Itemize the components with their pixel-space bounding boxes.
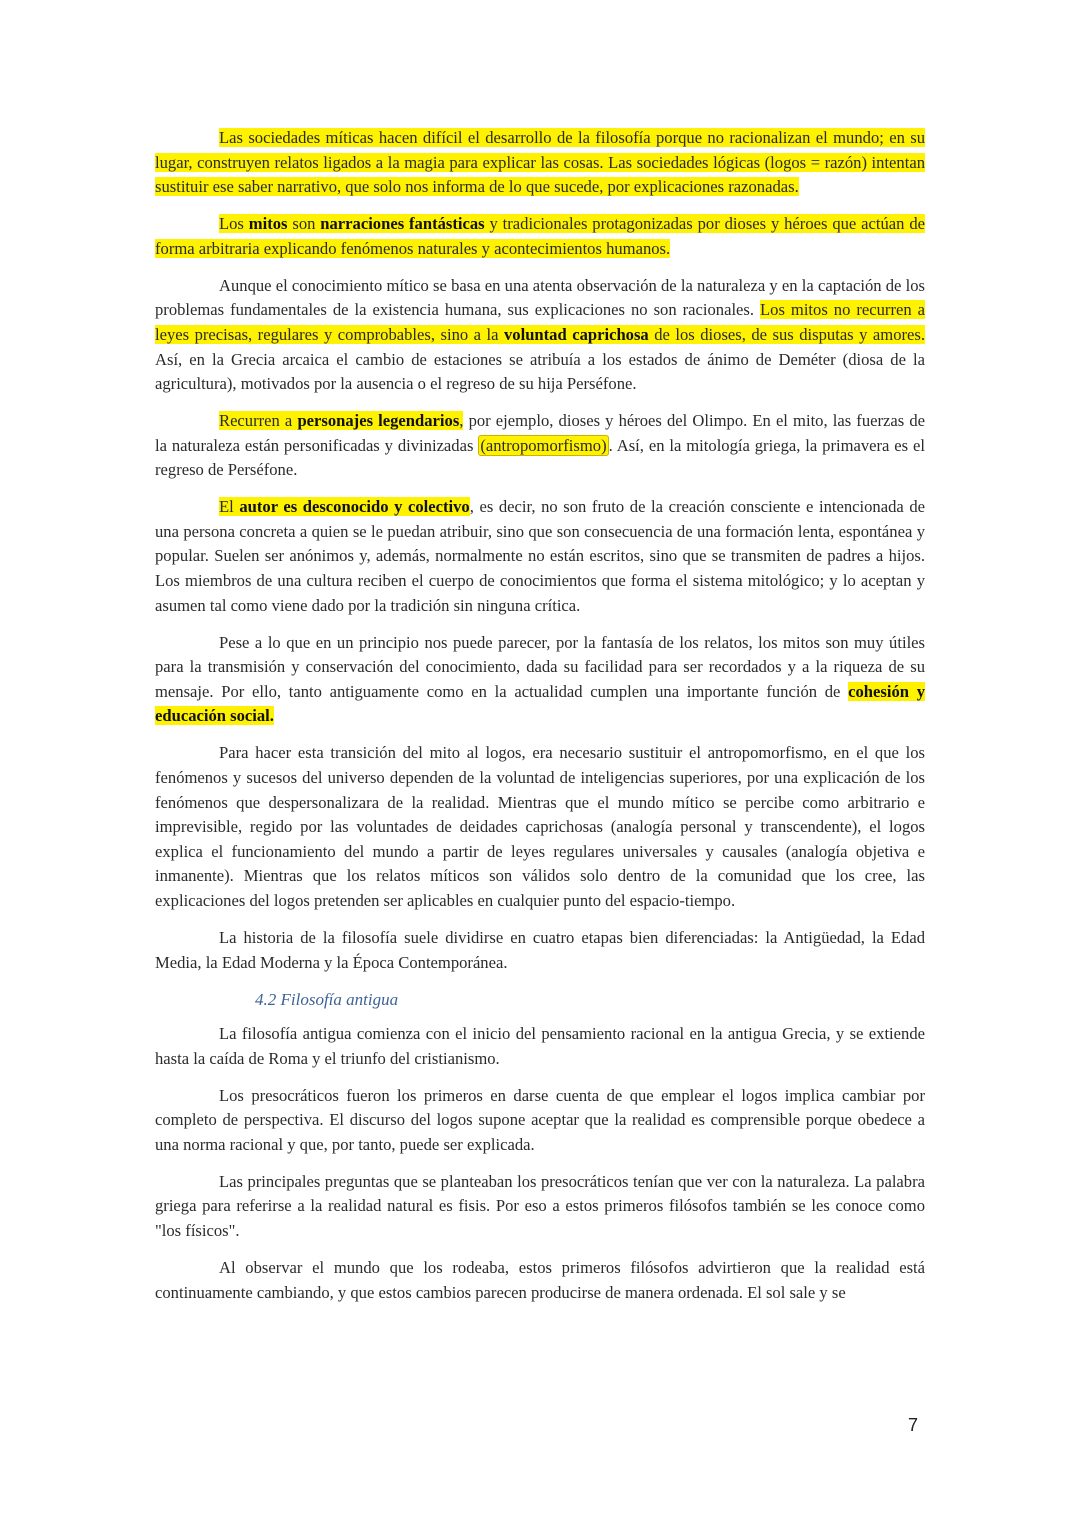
paragraph-legendary-characters xyxy=(155,409,925,483)
highlight xyxy=(219,411,463,430)
paragraph-myths-definition xyxy=(155,212,925,261)
highlight: Las sociedades míticas hacen difícil el desarrollo de la filosofía porque no racionalizan el mundo; en su lugar, construyen relatos ligados a la magia para explicar las cosas. Las sociedades lógicas (logos = razón) intentan sustituir ese saber narrativo, que solo nos informa de lo que sucede, por explicaciones razonadas. xyxy=(155,128,925,197)
bold-term: voluntad caprichosa xyxy=(504,324,649,344)
paragraph-world-change: Al observar el mundo que los rodeaba, estos primeros filósofos advirtieron que la realidad está continuamente cambiando, y que estos cambios parecen producirse de manera ordenada. El sol sale y se xyxy=(155,1258,925,1302)
text: son xyxy=(287,214,321,234)
text: Los mitos no recurren a leyes precisas, regulares y comprobables, sino a la xyxy=(155,300,925,344)
text: por ejemplo, dioses y héroes del Olimpo. En el mito, las fuerzas de la naturaleza están personificadas y divinizadas xyxy=(155,411,925,455)
paragraph-unknown-author xyxy=(155,495,925,618)
text: Pese a lo que en un principio nos puede parecer, por la fantasía de los relatos, los mitos son muy útiles para la transmisión y conservación del conocimiento, dada su facilidad para ser recordados y a la riqueza de su mensaje. Por ello, tanto antiguamente como en la actualidad cumplen una importante función de xyxy=(155,632,925,701)
text: Así, en la Grecia arcaica el cambio de estaciones se atribuía a los estados de ánimo de Deméter (diosa de la agricultura), motivados por la ausencia o el regreso de su hija Perséfone. xyxy=(155,349,925,394)
boxed-term: (antropomorfismo) xyxy=(480,435,607,455)
paragraph-presocratics: Los presocráticos fueron los primeros en darse cuenta de que emplear el logos implica cambiar por completo de perspectiva. El discurso del logos supone aceptar que la realidad es comprensible porque obedece a una norma racional y que, por tanto, puede ser explicada. xyxy=(155,1085,925,1154)
page-number: 7 xyxy=(908,1415,919,1435)
paragraph-mythical-societies xyxy=(155,126,925,200)
bold-term: mitos xyxy=(248,214,288,234)
paragraph-mythical-knowledge xyxy=(155,274,925,397)
section-heading: 4.2 Filosofía antigua xyxy=(255,989,399,1009)
text: de los dioses, de sus disputas y amores. xyxy=(648,324,925,344)
text: . Así, en la mitología griega, la primavera es el regreso de Perséfone. xyxy=(155,435,925,480)
bold-term: autor es desconocido y colectivo xyxy=(239,497,470,517)
highlight xyxy=(219,497,470,516)
highlight xyxy=(155,214,925,258)
text: Aunque el conocimiento mítico se basa en una atenta observación de la naturaleza y en la captación de los problemas fundamentales de la existencia humana, sus explicaciones no son racionales. xyxy=(155,275,925,320)
text: Recurren a xyxy=(219,411,298,431)
text: Los xyxy=(219,214,249,234)
paragraph-myth-to-logos: Para hacer esta transición del mito al logos, era necesario sustituir el antropomorfismo, en el que los fenómenos y sucesos del universo dependen de la voluntad de inteligencias superiores, por una explicación de los fenómenos que despersonalizara de la realidad. Mientras que el mundo mítico se percibe como arbitrario e imprevisible, regido por las voluntades de deidades caprichosas (analogía personal y transcendente), el logos explica el funcionamiento del mundo a partir de leyes regulares universales y causales (analogía objetiva e inmanente). Mientras que los relatos míticos son válidos solo dentro de la comunidad que los cree, las explicaciones del logos pretenden ser aplicables en cualquier punto del espacio-tiempo. xyxy=(155,743,925,910)
paragraph-nature-questions: Las principales preguntas que se planteaban los presocráticos tenían que ver con la naturaleza. La palabra griega para referirse a la realidad natural es fisis. Por eso a estos primeros filósofos también se les conoce como "los físicos". xyxy=(155,1171,925,1241)
bold-highlight: cohesión y educación social. xyxy=(155,681,925,726)
text: , xyxy=(459,411,464,431)
bold-term: narraciones fantásticas xyxy=(320,214,485,234)
paragraph-history-stages: La historia de la filosofía suele dividirse en cuatro etapas bien diferenciadas: la Antigüedad, la Edad Media, la Edad Moderna y la Época Contemporánea. xyxy=(155,927,925,972)
bold-term: personajes legendarios xyxy=(297,411,460,431)
paragraph-myth-usefulness xyxy=(155,631,925,729)
text: , es decir, no son fruto de la creación consciente e intencionada de una persona concreta a quien se le puedan atribuir, sino que son consecuencia de una formación lenta, espontánea y popular. Suelen ser anónimos y, además, normalmente no están escritos, sino que se transmiten de padres a hijos. Los miembros de una cultura reciben el cuerpo de conocimientos que forma el sistema mitológico; y lo aceptan y asumen tal como viene dado por la tradición sin ninguna crítica. xyxy=(155,497,925,615)
text: y tradicionales protagonizadas por dioses y héroes que actúan de forma arbitraria explicando fenómenos naturales y acontecimientos humanos. xyxy=(155,214,925,258)
paragraph-ancient-philosophy: La filosofía antigua comienza con el inicio del pensamiento racional en la antigua Grecia, y se extiende hasta la caída de Roma y el triunfo del cristianismo. xyxy=(155,1024,925,1068)
page-body xyxy=(155,126,925,1318)
text: El xyxy=(219,497,240,517)
